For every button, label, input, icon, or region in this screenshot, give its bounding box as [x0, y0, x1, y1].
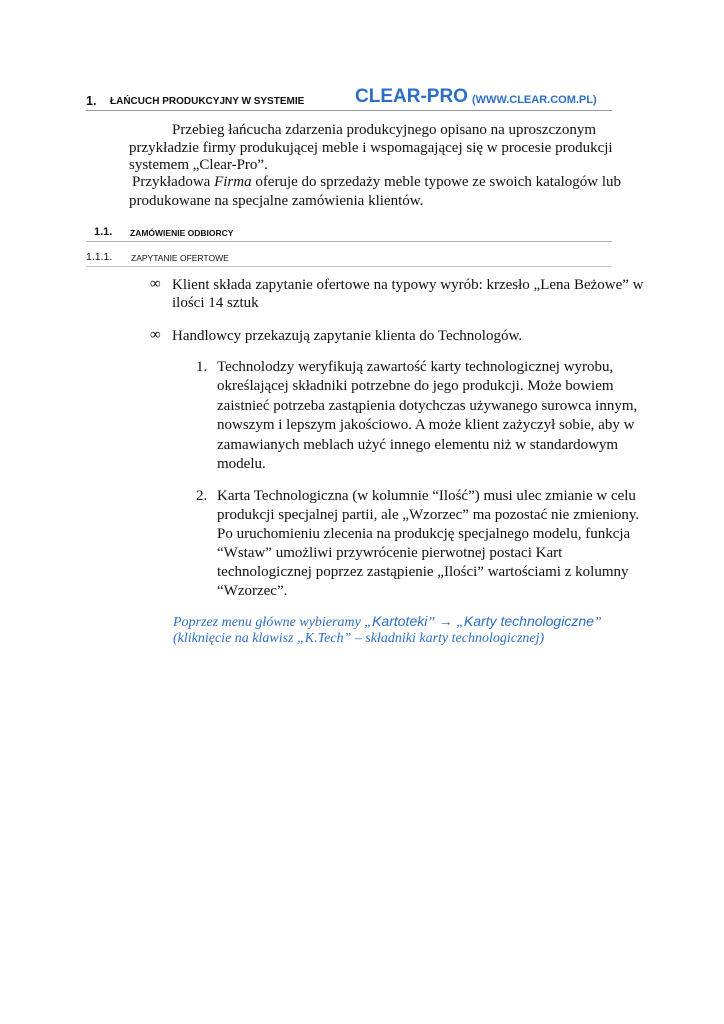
intro-line-4	[132, 173, 621, 191]
list-item-1-line: zaistnieć potrzeba zastąpienia dotychczas używanego surowca innym,	[217, 398, 638, 414]
heading-3-number: 1.1.1.	[86, 251, 113, 263]
list-item-1-line: nowszym i lepszym jakościowo. A może klient zażyczył sobie, aby w	[217, 417, 635, 433]
infinity-bullet-icon: ∞	[150, 276, 161, 292]
menu-path-note	[173, 612, 602, 632]
list-item-2-number: 2.	[196, 488, 208, 504]
bullet-1-line-2: ilości 14 sztuk	[172, 295, 259, 311]
list-item-2-line: technologicznej poprzez zastąpienie „Ilości” wartościami z kolumny	[217, 564, 629, 580]
menu-arrow: ” → „	[427, 615, 464, 630]
menu-path-pre: Poprzez menu główne wybieramy „	[173, 615, 373, 630]
intro-line-1: Przebieg łańcucha zdarzenia produkcyjnego opisano na uproszczonym	[172, 122, 596, 138]
list-item-2-line: “Wzorzec”.	[217, 583, 288, 599]
list-item-1-line: modelu.	[217, 456, 266, 472]
intro-line-2: przykładzie firmy produkującej meble i wspomagającej się w procesie produkcji	[129, 140, 613, 156]
intro-line-5: produkowane na specjalne zamówienia klientów.	[129, 193, 424, 209]
list-item-1-line: zamawianych meblach użyć innego elementu niż w standardowym	[217, 437, 619, 453]
heading-2	[86, 224, 612, 242]
list-item-2-line: “Wstaw” umożliwi przywrócenie pierwotnej postaci Kart	[217, 545, 563, 561]
brand-url: (WWW.CLEAR.COM.PL)	[472, 94, 597, 106]
menu-karty-technologiczne: Karty technologiczne	[463, 613, 594, 629]
bullet-1-line-1: Klient składa zapytanie ofertowe na typowy wyrób: krzesło „Lena Beżowe” w	[172, 277, 644, 293]
intro-line-3: systemem „Clear-Pro”.	[129, 157, 268, 173]
infinity-bullet-icon: ∞	[150, 327, 161, 343]
heading-3-text: ZAPYTANIE OFERTOWE	[131, 253, 229, 263]
list-item-1-line: określającej składniki potrzebne do jego produkcji. Może bowiem	[217, 378, 614, 394]
list-item-1-line: Technolodzy weryfikują zawartość karty technologicznej wyrobu,	[217, 359, 614, 375]
bullet-2-line-1: Handlowcy przekazują zapytanie klienta do Technologów.	[172, 328, 523, 344]
heading-2-number: 1.1.	[94, 226, 113, 238]
heading-1-number: 1.	[86, 94, 97, 108]
heading-3	[86, 249, 612, 267]
list-item-2-line: Po uruchomieniu zlecenia na produkcję specjalnego modelu, funkcja	[217, 526, 631, 542]
menu-path-end: ”	[593, 615, 602, 630]
list-item-2-line: Karta Technologiczna (w kolumnie “Ilość”) musi ulec zmianie w celu	[217, 488, 636, 504]
intro-line-4-em: Firma	[214, 174, 252, 190]
list-item-2-line: produkcji specjalnej partii, ale „Wzorzec” ma pozostać nie zmieniony.	[217, 507, 640, 523]
menu-kartoteki: Kartoteki	[372, 613, 428, 629]
heading-1-text: ŁAŃCUCH PRODUKCYJNY W SYSTEMIE	[110, 96, 305, 107]
heading-1	[86, 86, 612, 111]
intro-line-4-post: oferuje do sprzedaży meble typowe ze swoich katalogów lub	[251, 174, 622, 190]
heading-2-text: ZAMÓWIENIE ODBIORCY	[130, 228, 234, 238]
intro-line-4-pre: Przykładowa	[132, 174, 215, 190]
brand-name: CLEAR-PRO	[355, 86, 468, 107]
list-item-1-number: 1.	[196, 359, 208, 375]
menu-path-note-line-2: (kliknięcie na klawisz „K.Tech” – składniki karty technologicznej)	[173, 631, 545, 646]
